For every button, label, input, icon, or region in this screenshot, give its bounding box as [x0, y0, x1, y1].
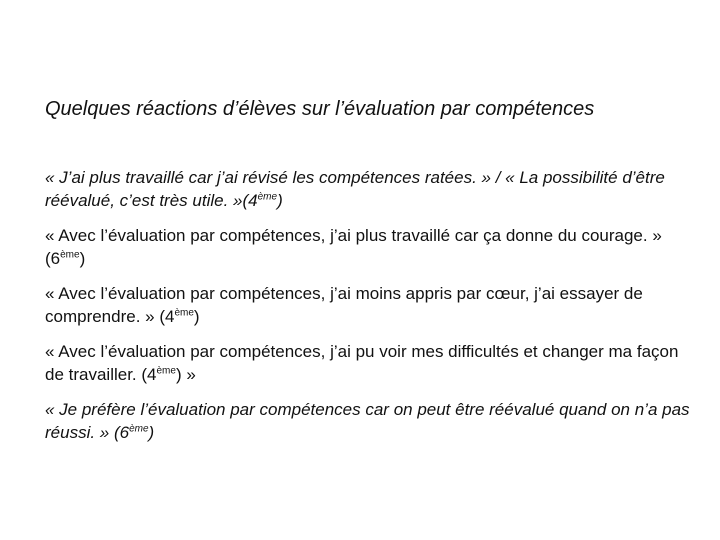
grade-superscript: ème	[129, 423, 149, 435]
quote-item	[45, 282, 695, 328]
quote-tail: )	[277, 191, 283, 210]
quote-text: « Je préfère l’évaluation par compétences car on peut être réévalué quand on n’a pas réussi. » (6	[45, 400, 690, 442]
quote-text: « J’ai plus travaillé car j’ai révisé les compétences ratées. » / « La possibilité d’être réévalué, c’est très utile. »(4	[45, 168, 665, 210]
quote-tail: )	[193, 307, 200, 326]
quote-item	[45, 224, 695, 270]
quote-item	[45, 398, 695, 444]
slide-title: Quelques réactions d’élèves sur l’évaluation par compétences	[45, 98, 595, 120]
grade-superscript: ème	[156, 365, 176, 377]
quote-text: « Avec l’évaluation par compétences, j’ai plus travaillé car ça donne du courage. » (6	[45, 226, 662, 268]
quote-tail: )	[148, 423, 155, 442]
quote-text: « Avec l’évaluation par compétences, j’ai moins appris par cœur, j’ai essayer de comprendre. » (4	[45, 284, 643, 326]
grade-superscript: ème	[257, 191, 278, 203]
quote-item	[45, 340, 695, 386]
quote-list	[45, 166, 695, 456]
quote-tail: )	[79, 249, 86, 268]
quote-text: « Avec l’évaluation par compétences, j’ai pu voir mes difficultés et changer ma façon de travailler. (4	[45, 342, 679, 384]
quote-tail: ) »	[175, 365, 196, 384]
grade-superscript: ème	[174, 307, 194, 319]
quote-item	[45, 166, 695, 212]
grade-superscript: ème	[60, 249, 80, 261]
